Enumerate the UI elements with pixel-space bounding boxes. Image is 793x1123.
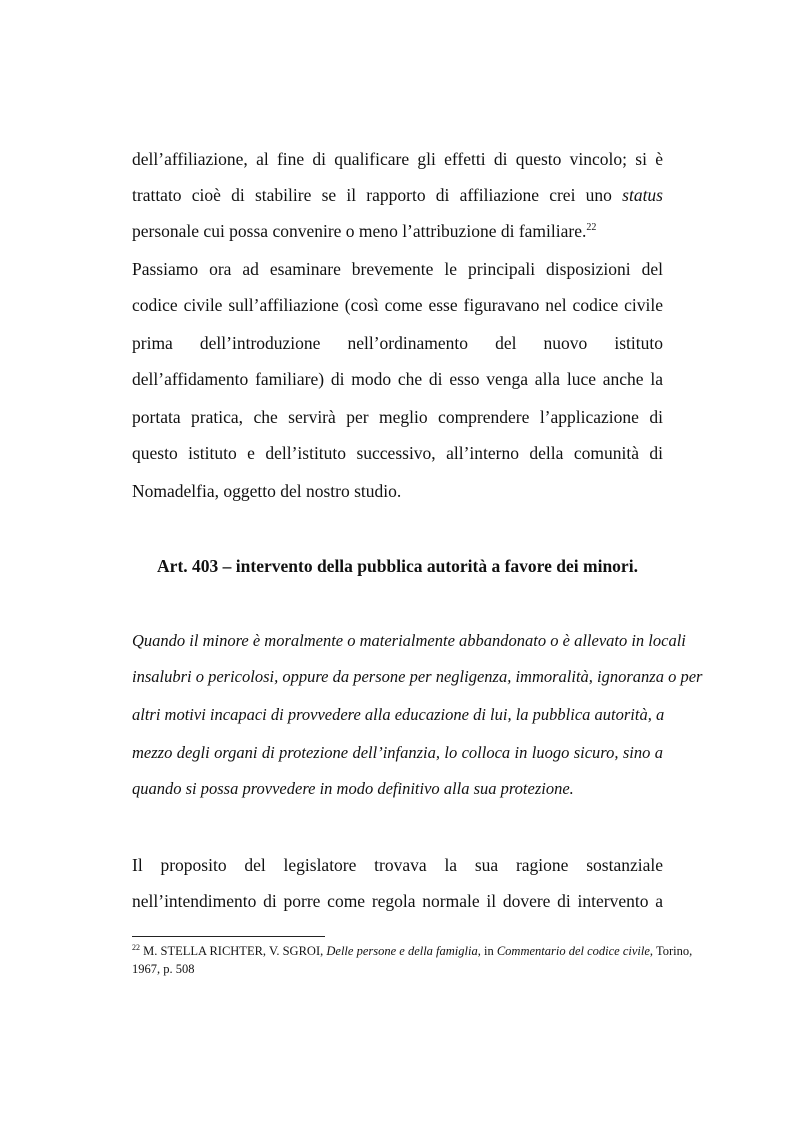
para2-line: Nomadelfia, oggetto del nostro studio.	[132, 481, 402, 501]
article-line: quando si possa provvedere in modo definitivo alla sua protezione.	[132, 779, 574, 798]
para1-line3-text: personale cui possa convenire o meno l’attribuzione di familiare.	[132, 221, 587, 241]
para2-line: portata pratica, che servirà per meglio comprendere l’applicazione di	[132, 407, 663, 427]
article-line: insalubri o pericolosi, oppure da persone per negligenza, immoralità, ignoranza o per	[132, 667, 703, 686]
para2-line: dell’affidamento familiare) di modo che di esso venga alla luce anche la	[132, 369, 663, 389]
article-line: altri motivi incapaci di provvedere alla educazione di lui, la pubblica autorità, a	[132, 705, 665, 724]
article-line: Quando il minore è moralmente o materialmente abbandonato o è allevato in locali	[132, 631, 686, 650]
para1-line3	[132, 220, 663, 242]
para2-line: Passiamo ora ad esaminare brevemente le principali disposizioni del	[132, 259, 663, 279]
para3-line: nell’intendimento di porre come regola normale il dovere di intervento a	[132, 891, 663, 911]
footnote-ref[interactable]: 22	[586, 222, 597, 234]
footnote-separator	[132, 936, 325, 937]
para3-line: Il proposito del legislatore trovava la sua ragione sostanziale	[132, 855, 663, 875]
article-line: mezzo degli organi di protezione dell’infanzia, lo colloca in luogo sicuro, sino a	[132, 743, 663, 762]
para1-line1: dell’affiliazione, al fine di qualificare gli effetti di questo vincolo; si è	[132, 149, 663, 169]
footnote-line1	[132, 942, 693, 960]
para1-line2-text: trattato cioè di stabilire se il rapporto di affiliazione crei uno	[132, 185, 612, 205]
footnote-series: Commentario del codice civile	[496, 944, 650, 958]
footnote-line2: 1967, p. 508	[132, 962, 195, 976]
article-heading: Art. 403 – intervento della pubblica autorità a favore dei minori.	[157, 556, 638, 576]
para1-line2	[132, 184, 663, 206]
para2-line: questo istituto e dell’istituto successivo, all’interno della comunità di	[132, 443, 663, 463]
footnote-authors: M. STELLA RICHTER, V. SGROI,	[143, 944, 324, 958]
footnote-number: 22	[132, 942, 140, 952]
para2-line: prima dell’introduzione nell’ordinamento del nuovo istituto	[132, 333, 663, 353]
footnote-place: , Torino,	[649, 944, 693, 958]
footnote-in: , in	[477, 944, 494, 958]
para2-line: codice civile sull’affiliazione (così come esse figuravano nel codice civile	[132, 295, 663, 315]
status-term: status	[622, 185, 663, 205]
footnote-title: Delle persone e della famiglia	[326, 944, 478, 958]
